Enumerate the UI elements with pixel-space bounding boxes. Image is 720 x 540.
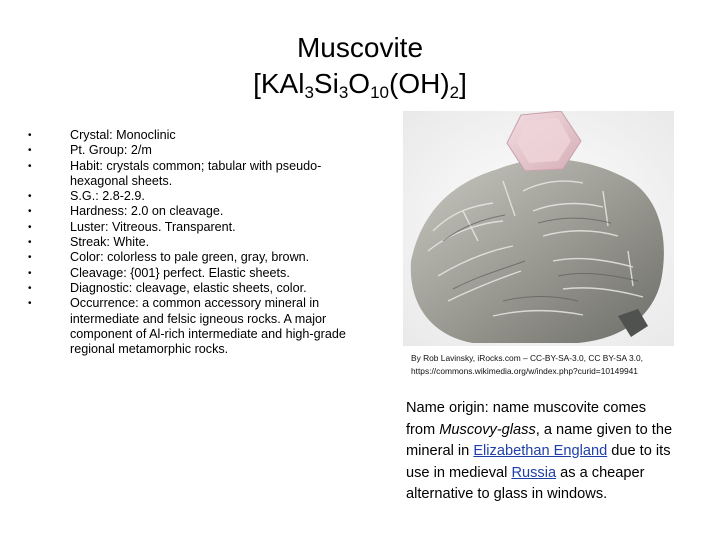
formula-part: O (348, 68, 371, 99)
property-item: • Luster: Vitreous. Transparent. (28, 220, 348, 235)
formula-subscript: 3 (304, 83, 314, 102)
origin-text-part: , a name given to the mineral in (406, 421, 673, 459)
property-item: • Habit: crystals common; tabular with pseudo-hexagonal sheets. (28, 159, 348, 190)
russia-link[interactable]: Russia (511, 464, 557, 481)
origin-text-part: as a cheaper alternative to glass in windows. (406, 464, 645, 502)
credit-url: https://commons.wikimedia.org/w/index.php?curid=10149941 (411, 366, 638, 376)
image-credit (411, 352, 711, 378)
elizabethan-england-link[interactable]: Elizabethan England (473, 443, 608, 459)
credit-author: By Rob Lavinsky, iRocks.com – CC-BY-SA-3.0, CC BY-SA 3.0, (411, 353, 643, 363)
property-item: • Occurrence: a common accessory mineral in intermediate and felsic igneous rocks. A major component of Al-rich intermediate and high-grade regional metamorphic rocks. (28, 296, 348, 357)
mineral-photo (403, 111, 674, 346)
muscovite-specimen-image (403, 111, 674, 346)
mineral-name: Muscovite (296, 32, 424, 63)
property-item: • Crystal: Monoclinic (28, 128, 348, 143)
name-origin-text (406, 398, 676, 506)
property-item: • Color: colorless to pale green, gray, brown. (28, 250, 348, 265)
origin-text-part: Name origin: name muscovite comes from (406, 400, 647, 438)
property-item: • S.G.: 2.8-2.9. (28, 189, 348, 204)
property-item: • Cleavage: {001} perfect. Elastic sheets. (28, 266, 348, 281)
chemical-formula (0, 66, 720, 102)
formula-part: Si (313, 68, 339, 99)
formula-subscript: 3 (338, 83, 349, 102)
property-item: • Streak: White. (28, 235, 348, 250)
formula-subscript: 10 (370, 83, 389, 102)
formula-subscript: 2 (449, 83, 460, 102)
property-item: • Diagnostic: cleavage, elastic sheets, color. (28, 281, 348, 296)
formula-part: [KAl (253, 68, 305, 99)
formula-part: (OH) (389, 68, 450, 99)
formula-part: ] (459, 68, 467, 99)
origin-text-part: due to its use in medieval (406, 443, 671, 481)
origin-italic-term: Muscovy-glass (439, 421, 536, 438)
slide-title (0, 30, 720, 102)
property-list (28, 128, 348, 357)
property-item: • Pt. Group: 2/m (28, 143, 348, 158)
property-item: • Hardness: 2.0 on cleavage. (28, 204, 348, 219)
